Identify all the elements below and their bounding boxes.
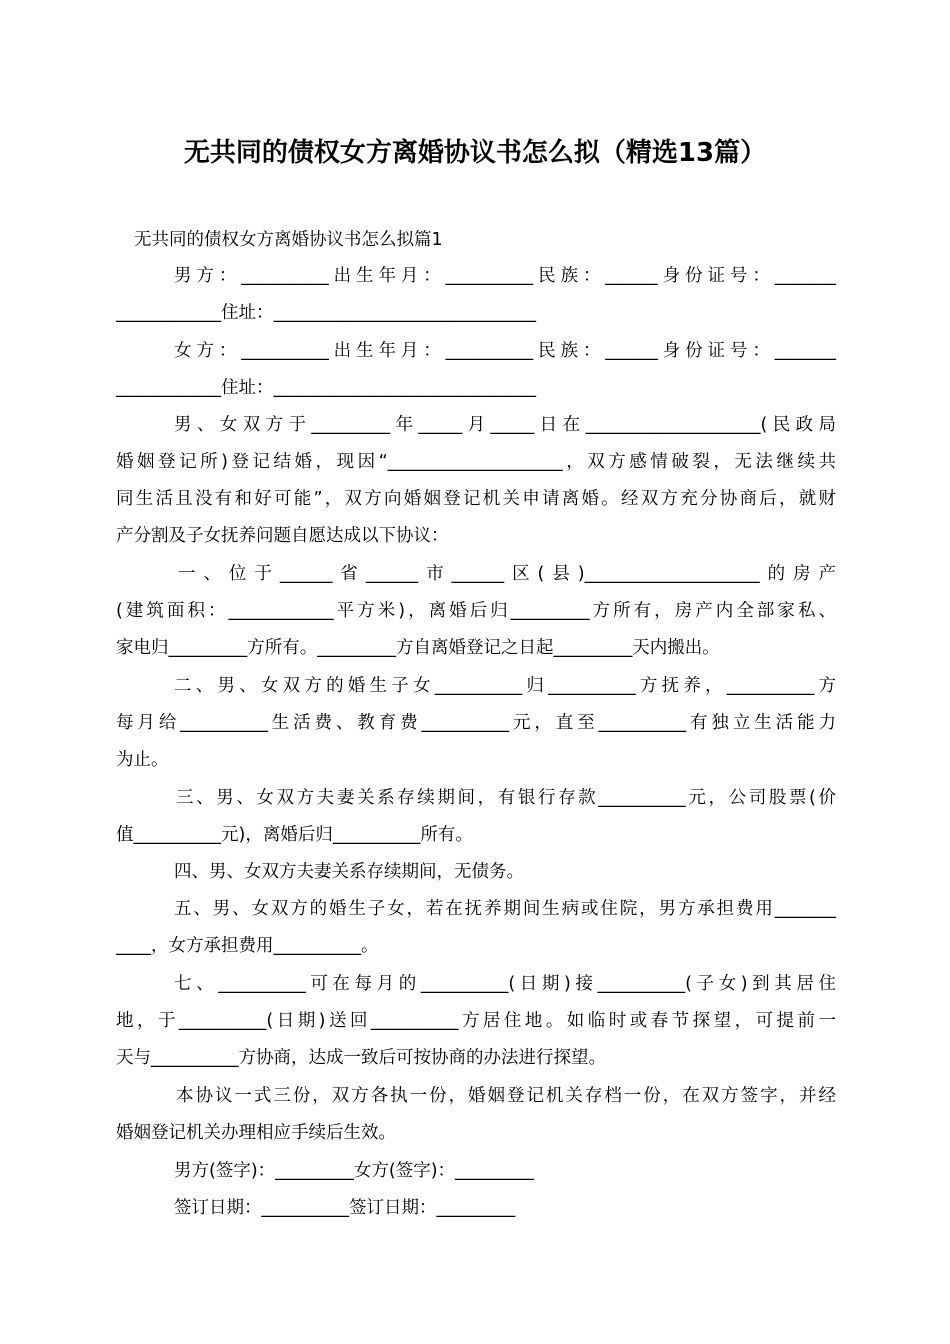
signature-line: 男方(签字)：_________女方(签字)：_________ (174, 1161, 534, 1181)
paragraph-line: 婚姻登记机关办理相应手续后生效。 (116, 1123, 396, 1143)
paragraph-line: 一、位于______省______市______区(县)____________________的房产 (178, 564, 836, 584)
paragraph-line: ____________住址：______________________________ (116, 303, 536, 323)
date-line: 签订日期：__________签订日期：_________ (174, 1198, 516, 1218)
paragraph-line: 三、男、女双方夫妻关系存续期间，有银行存款__________元，公司股票(价 (176, 788, 836, 808)
paragraph-line: 二、男、女双方的婚生子女__________归__________方抚养，__________方 (174, 676, 836, 696)
document-title: 无共同的债权女方离婚协议书怎么拟（精选13篇） (183, 138, 767, 168)
paragraph-line: 产分割及子女抚养问题自愿达成以下协议： (116, 526, 449, 546)
paragraph-line: ____，女方承担费用__________。 (116, 936, 379, 956)
section-heading: 无共同的债权女方离婚协议书怎么拟篇1 (134, 230, 443, 250)
paragraph-line: 四、男、女双方夫妻关系存续期间，无债务。 (174, 862, 524, 882)
paragraph-line: 女方：__________出生年月：__________民族：______身份证号：_______ (174, 341, 836, 361)
paragraph-line: 七、__________可在每月的__________(日期)接__________(子女)到其居住 (174, 974, 836, 994)
paragraph-line: ____________住址：______________________________ (116, 378, 536, 398)
paragraph-line: 值__________元)，离婚后归__________所有。 (116, 825, 473, 845)
paragraph-line: 五、男、女双方的婚生子女，若在抚养期间生病或住院，男方承担费用_______ (174, 899, 836, 919)
paragraph-line: 天与__________方协商，达成一致后可按协商的办法进行探望。 (116, 1048, 606, 1068)
paragraph-line: 每月给__________生活费、教育费__________元，直至__________有独立生活能力 (116, 713, 836, 733)
paragraph-line: 婚姻登记所)登记结婚，现因“____________________，双方感情破裂，无法继续共 (116, 452, 836, 472)
paragraph-line: 本协议一式三份，双方各执一份，婚姻登记机关存档一份，在双方签字，并经 (176, 1086, 836, 1106)
paragraph-line: 同生活且没有和好可能”，双方向婚姻登记机关申请离婚。经双方充分协商后，就财 (116, 489, 836, 509)
paragraph-line: 男方：__________出生年月：__________民族：______身份证号：_______ (174, 266, 836, 286)
paragraph-line: 家电归_________方所有。_________方自离婚登记之日起_________天内搬出。 (116, 638, 720, 658)
paragraph-line: 男、女双方于_________年_____月_____日在____________________(民政局 (174, 415, 836, 435)
paragraph-line: (建筑面积：____________平方米)，离婚后归_________方所有，房产内全部家私、 (116, 601, 836, 621)
paragraph-line: 地，于__________(日期)送回__________方居住地。如临时或春节探望，可提前一 (116, 1011, 836, 1031)
paragraph-line: 为止。 (116, 750, 169, 770)
